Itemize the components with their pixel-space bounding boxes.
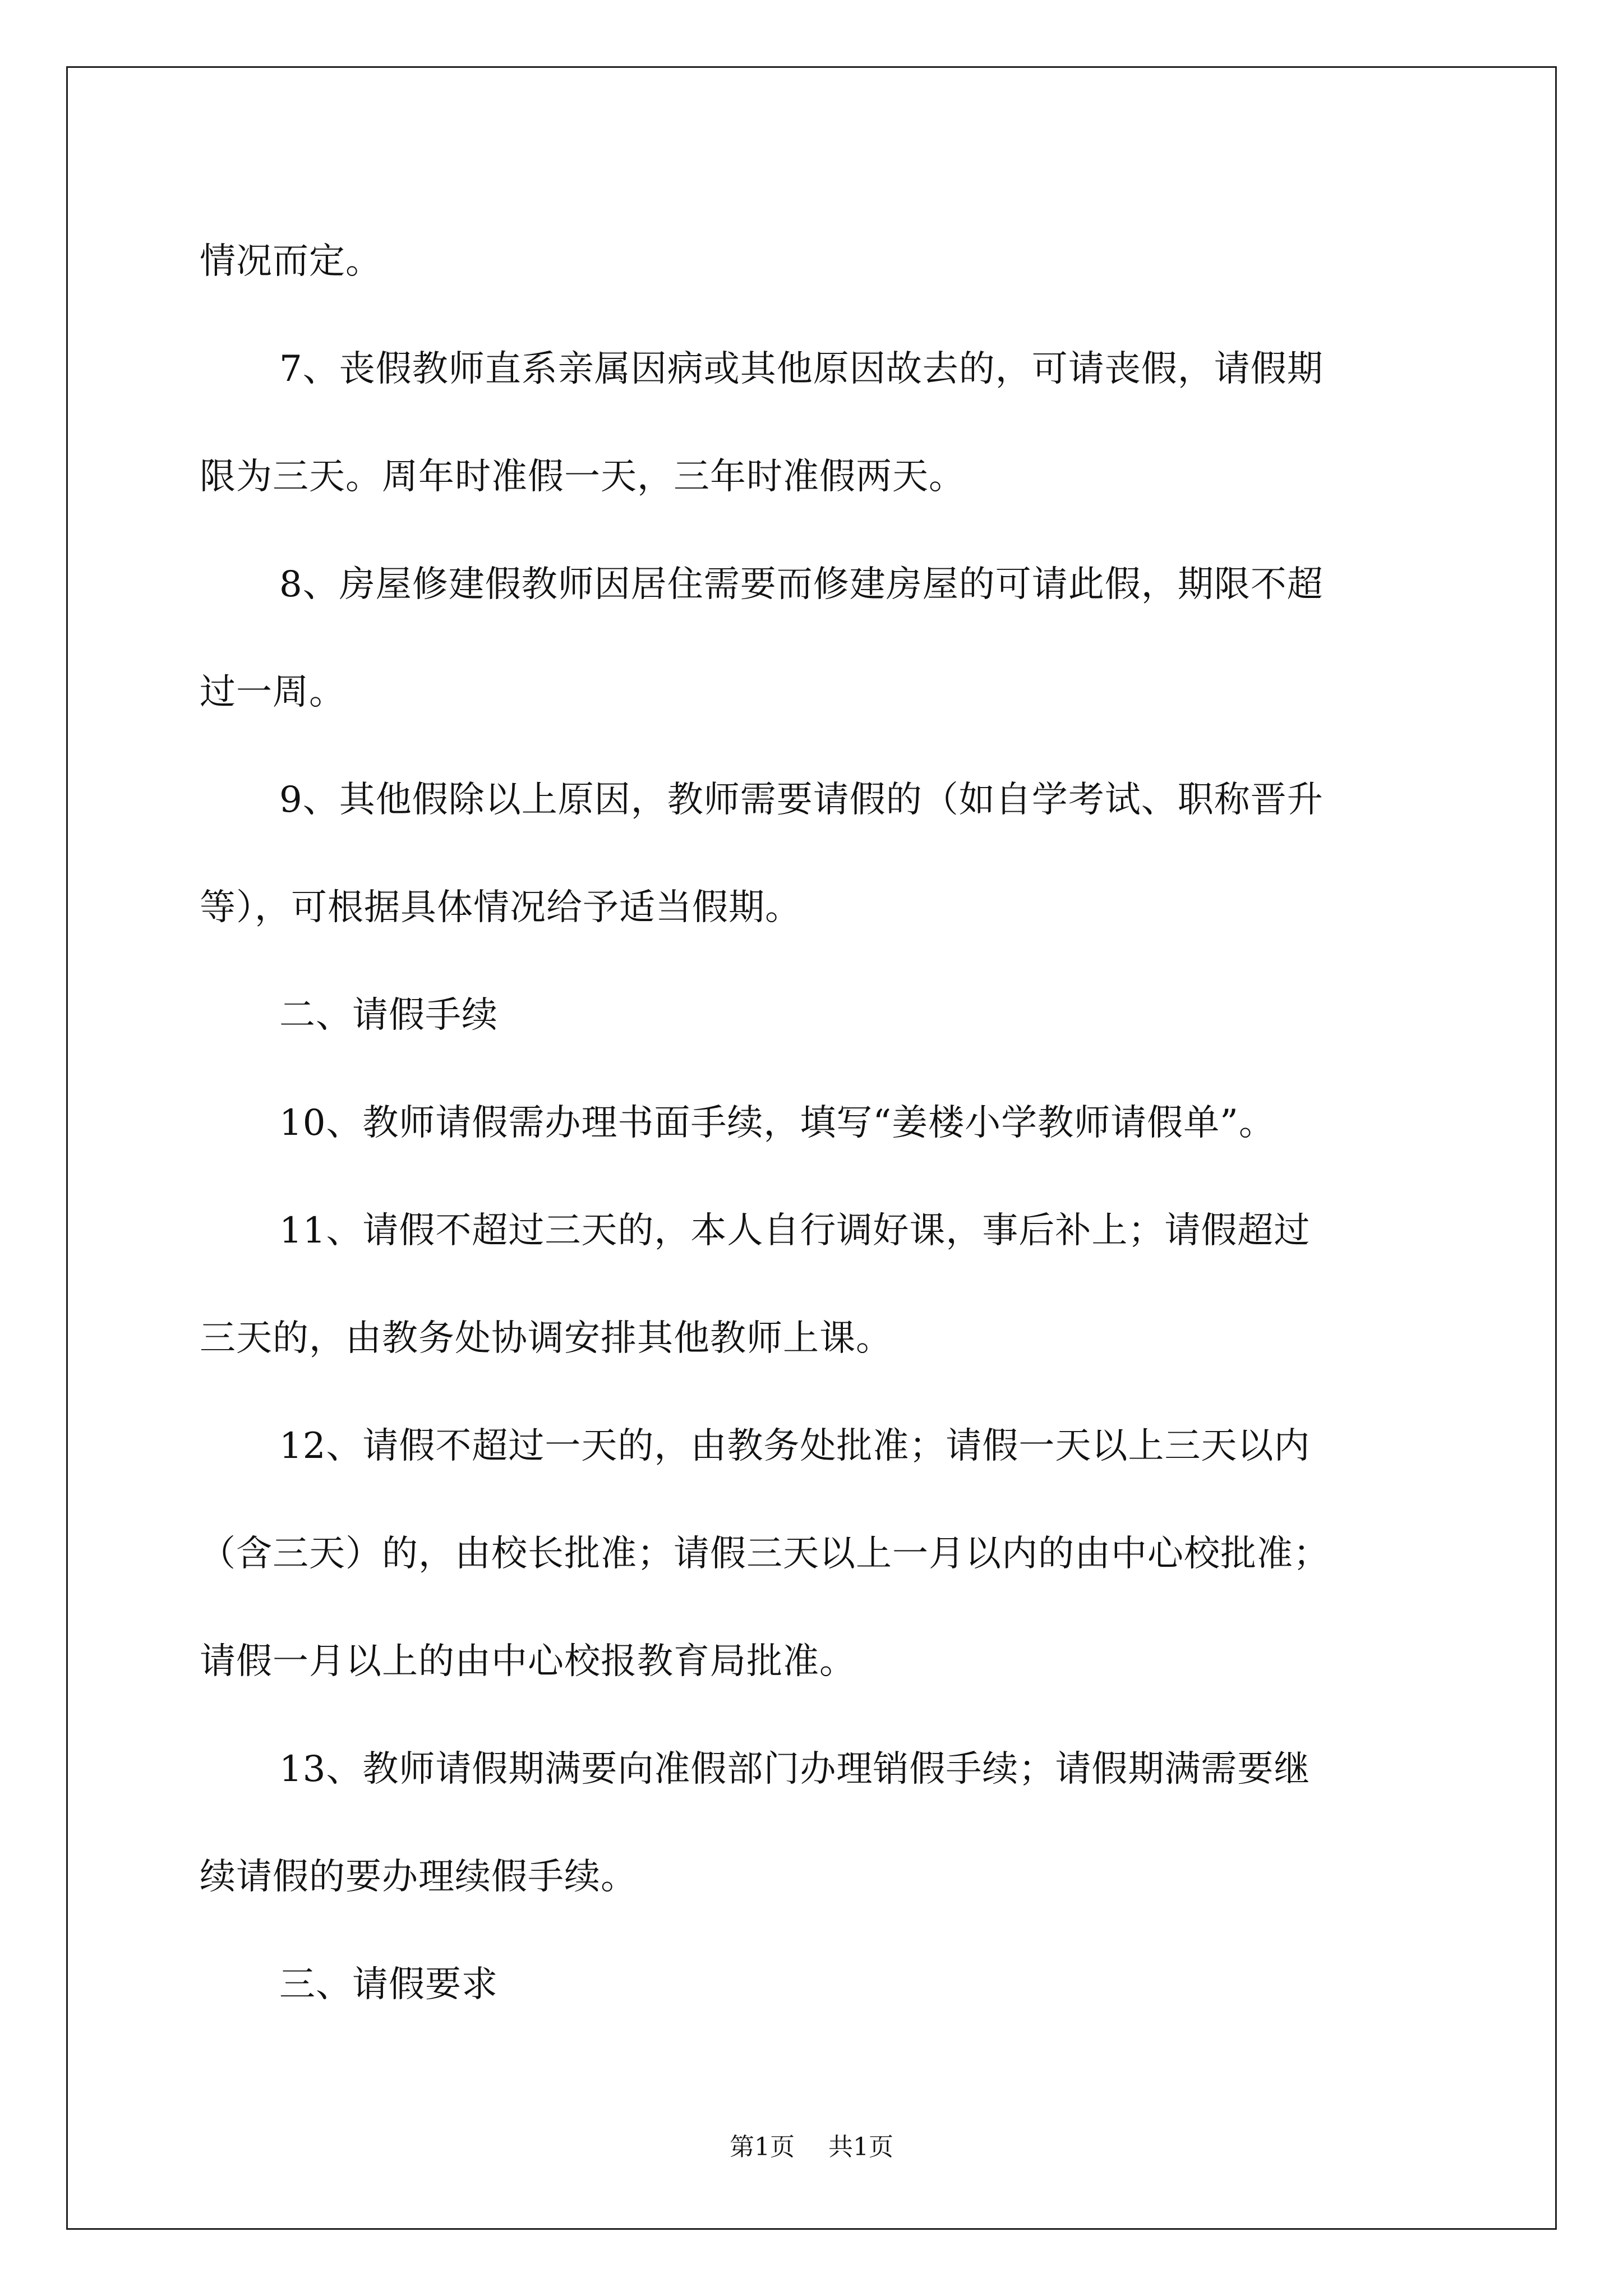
paragraph-line: 续请假的要办理续假手续。 (200, 1856, 637, 1898)
section-heading: 二、请假手续 (279, 995, 498, 1036)
paragraph-line: 11、请假不超过三天的，本人自行调好课，事后补上；请假超过 (279, 1210, 1311, 1251)
paragraph-line: 请假一月以上的由中心校报教育局批准。 (200, 1641, 856, 1682)
paragraph-line: 过一周。 (200, 671, 345, 713)
paragraph-line: 10、教师请假需办理书面手续，填写“姜楼小学教师请假单”。 (279, 1102, 1275, 1144)
paragraph-line: 情况而定。 (200, 241, 382, 282)
page-footer (0, 2131, 1623, 2164)
document-body (200, 208, 1433, 2039)
paragraph-line: 9、其他假除以上原因，教师需要请假的（如自学考试、职称晋升 (279, 779, 1324, 821)
paragraph-line: 等），可根据具体情况给予适当假期。 (200, 887, 801, 928)
section-heading: 三、请假要求 (279, 1964, 498, 2005)
paragraph-line: 7、丧假教师直系亲属因病或其他原因故去的，可请丧假，请假期 (279, 348, 1324, 390)
page-number: 第1页 (730, 2133, 795, 2161)
paragraph-line: 三天的，由教务处协调安排其他教师上课。 (200, 1318, 892, 1359)
paragraph-line: 8、房屋修建假教师因居住需要而修建房屋的可请此假，期限不超 (279, 564, 1324, 605)
page-total: 共1页 (828, 2133, 893, 2161)
paragraph-line: 12、请假不超过一天的，由教务处批准；请假一天以上三天以内 (279, 1425, 1311, 1467)
paragraph-line: （含三天）的，由校长批准；请假三天以上一月以内的由中心校批准； (200, 1533, 1330, 1575)
paragraph-line: 限为三天。周年时准假一天，三年时准假两天。 (200, 456, 965, 498)
paragraph-line: 13、教师请假期满要向准假部门办理销假手续；请假期满需要继 (279, 1749, 1311, 1790)
